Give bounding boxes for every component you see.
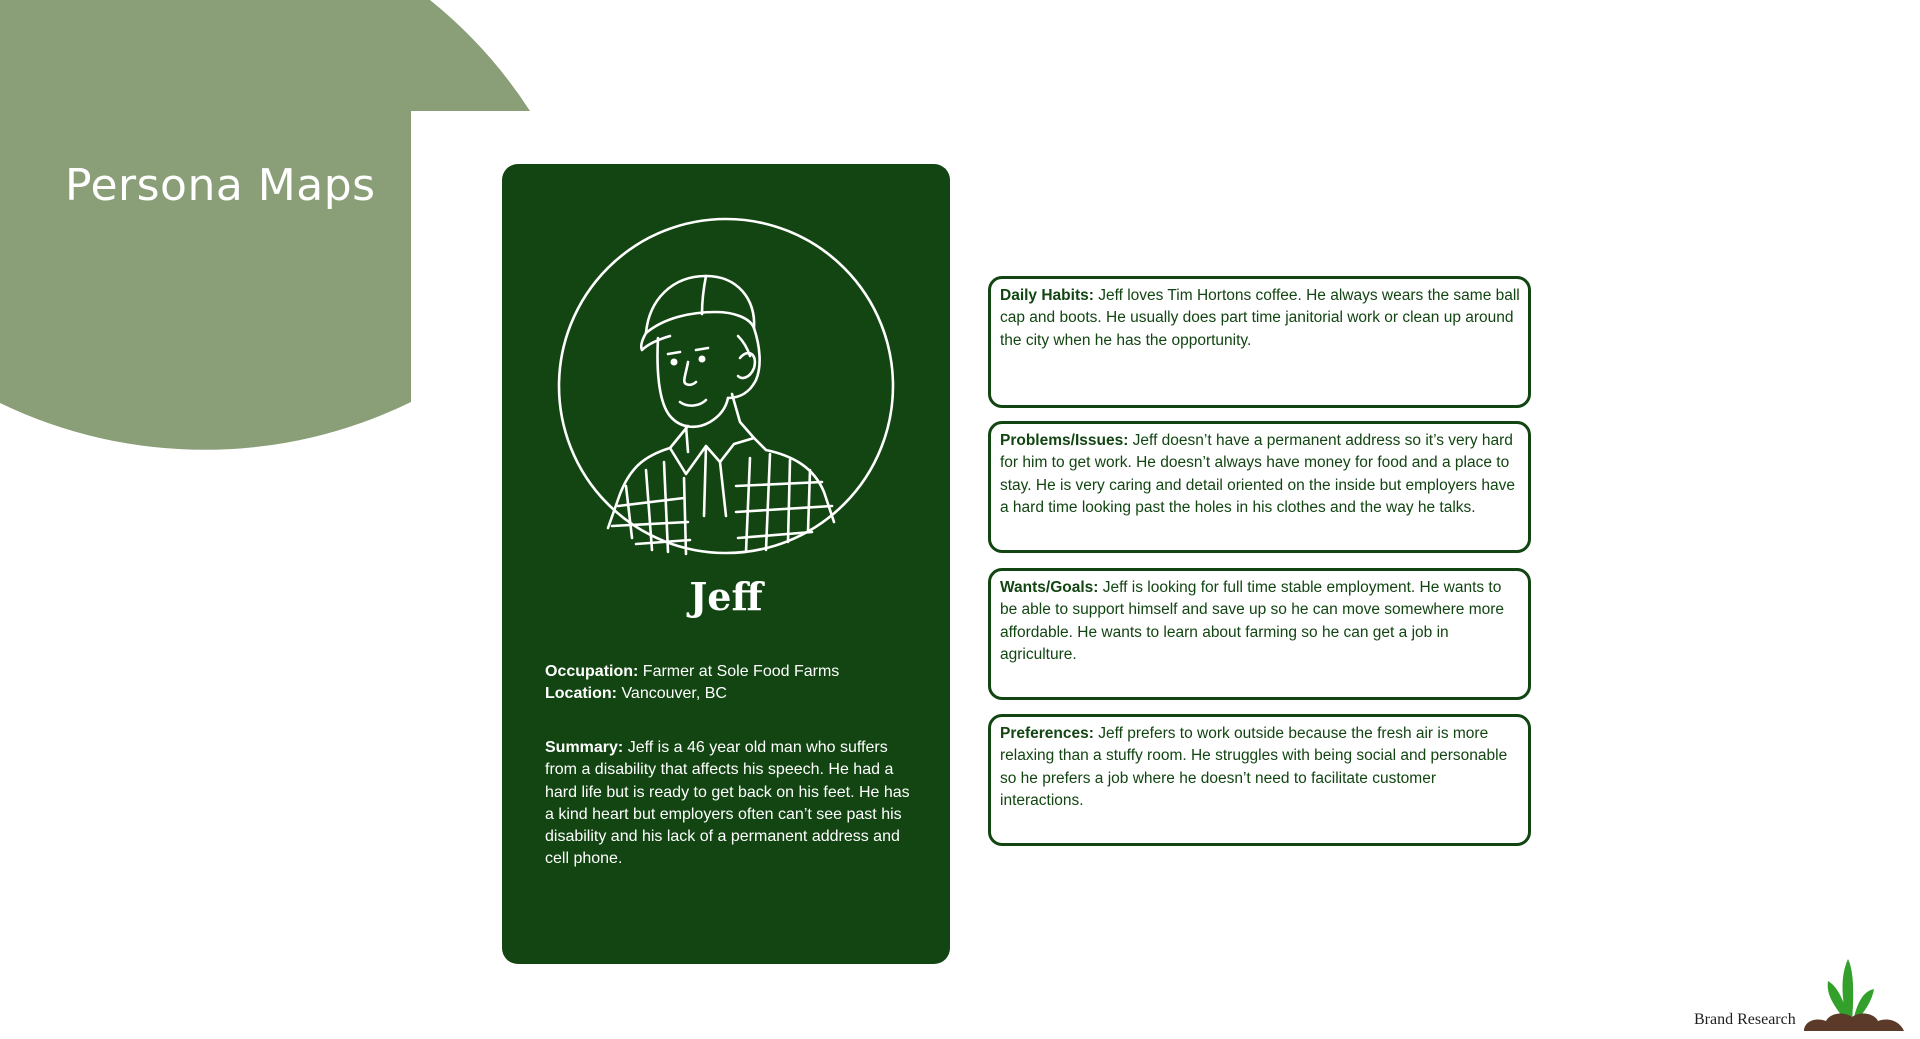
- daily-habits-box: [988, 276, 1531, 408]
- summary-text: Jeff is a 46 year old man who suffers from a disability that affects his speech. He had a hard life but is ready to get back on his feet. He has a kind heart but employers often can’t see past his disability and his lack of a permanent address and cell phone.: [545, 739, 910, 868]
- problems-label: Problems/Issues:: [1000, 432, 1129, 449]
- problems-box: [988, 421, 1531, 553]
- persona-card: [502, 164, 950, 964]
- persona-name: Jeff: [689, 574, 763, 619]
- goals-label: Wants/Goals:: [1000, 579, 1099, 596]
- persona-info: [545, 661, 915, 705]
- page-title: Persona Maps: [65, 160, 376, 211]
- sprout-in-soil-icon: [1800, 955, 1908, 1031]
- occupation-label: Occupation:: [545, 663, 639, 680]
- problems-text: Jeff doesn’t have a permanent address so it’s very hard for him to get work. He doesn’t always have money for food and a place to stay. He is very caring and detail oriented on the inside but employers have a hard time looking past the holes in his clothes and the way he talks.: [1000, 432, 1515, 516]
- location-value: Vancouver, BC: [617, 685, 727, 702]
- goals-text: Jeff is looking for full time stable employment. He wants to be able to support himself and save up so he can move somewhere more affordable. He wants to learn about farming so he can get a job in agriculture.: [1000, 579, 1505, 663]
- preferences-text: Jeff prefers to work outside because the fresh air is more relaxing than a stuffy room. He struggles with being social and personable so he prefers a job where he doesn’t need to facilitate customer interactions.: [1000, 725, 1508, 809]
- occupation-value: Farmer at Sole Food Farms: [638, 663, 840, 680]
- daily-habits-text: Jeff loves Tim Hortons coffee. He always wears the same ball cap and boots. He usually does part time janitorial work or clean up around the city when he has the opportunity.: [1000, 287, 1520, 349]
- summary-label: Summary:: [545, 739, 624, 756]
- brand-research-label: Brand Research: [1694, 1011, 1796, 1028]
- location-label: Location:: [545, 685, 617, 702]
- goals-box: [988, 568, 1531, 700]
- farmer-portrait-icon: [556, 216, 896, 556]
- decorative-header-shape: [0, 0, 540, 460]
- persona-summary: [545, 737, 915, 871]
- preferences-label: Preferences:: [1000, 725, 1094, 742]
- daily-habits-label: Daily Habits:: [1000, 287, 1094, 304]
- preferences-box: [988, 714, 1531, 846]
- location-line: [545, 683, 915, 705]
- occupation-line: [545, 661, 915, 683]
